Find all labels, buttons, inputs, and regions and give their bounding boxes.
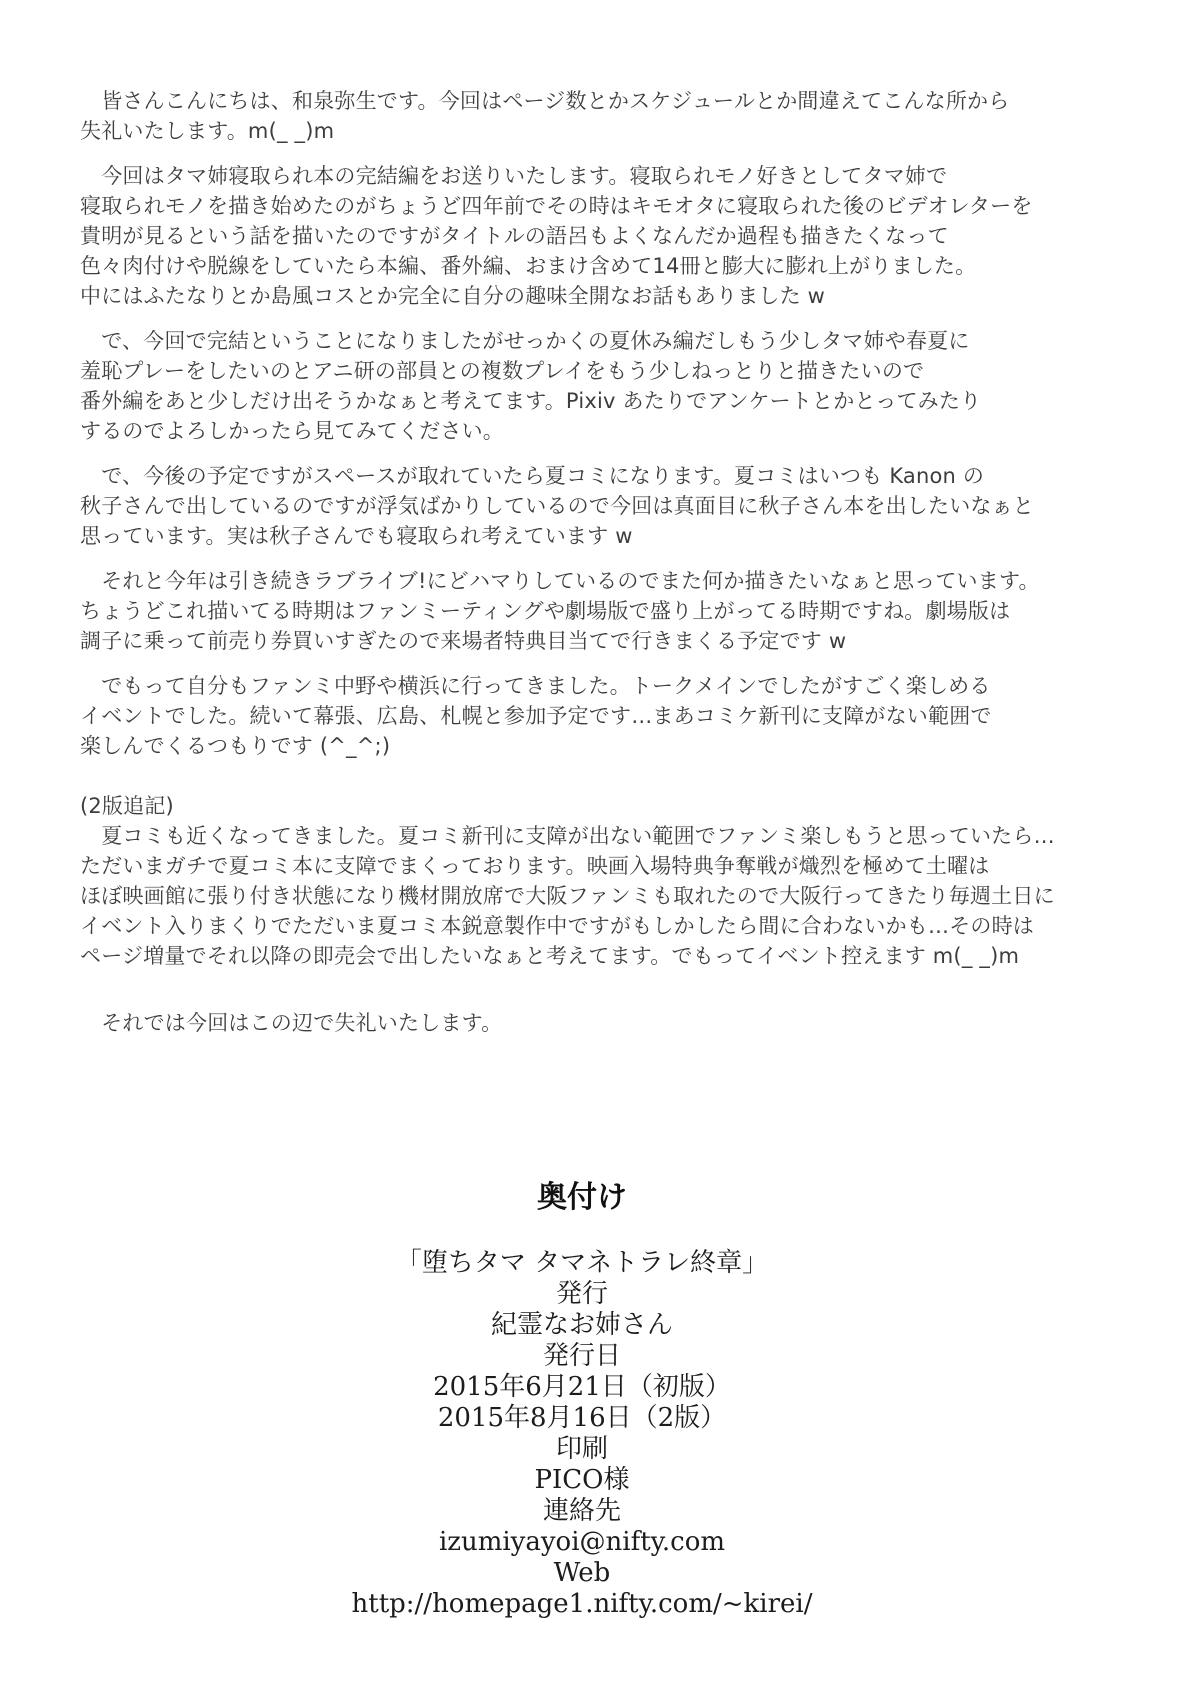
paragraph: [80, 671, 1130, 761]
colophon-line: 印刷: [555, 1434, 608, 1464]
text-line: それと今年は引き続きラブライブ!にどハマりしているのでまた何か描きたいなぁと思っています。: [80, 569, 1040, 593]
colophon-lines: [0, 1248, 1182, 1620]
text-line: 中にはふたなりとか島風コスとか完全に自分の趣味全開なお話もありました w: [80, 284, 826, 308]
text-line: 失礼いたします。m(_ _)m: [80, 119, 335, 143]
colophon-line: 紀霊なお姉さん: [490, 1310, 673, 1340]
text-line: 貴明が見るという話を描いたのですがタイトルの語呂もよくなんだか過程も描きたくなって: [80, 224, 949, 248]
colophon-line: 発行日: [542, 1341, 621, 1371]
afterword-text: [80, 86, 1130, 1053]
colophon-line: Web: [553, 1558, 611, 1588]
text-line: 思っています。実は秋子さんでも寝取られ考えています w: [80, 524, 633, 548]
text-line: (2版追記): [80, 794, 174, 818]
colophon-line: http://homepage1.nifty.com/~kirei/: [351, 1589, 813, 1619]
colophon-heading: 奥付け: [537, 1180, 627, 1215]
text-line: イベント入りまくりでただいま夏コミ本鋭意製作中ですがもしかしたら間に合わないかも…その時は: [80, 914, 1034, 938]
text-line: 皆さんこんにちは、和泉弥生です。今回はページ数とかスケジュールとか間違えてこんな所から: [80, 89, 1010, 113]
text-line: ただいまガチで夏コミ本に支障でまくっております。映画入場特典争奪戦が熾烈を極めて土曜は: [80, 854, 990, 878]
text-line: 寝取られモノを描き始めたのがちょうど四年前でその時はキモオタに寝取られた後のビデオレターを: [80, 194, 1033, 218]
paragraph: [80, 161, 1130, 311]
paragraph: [80, 326, 1130, 446]
paragraph: [80, 1008, 1130, 1038]
text-line: 秋子さんで出しているのですが浮気ばかりしているので今回は真面目に秋子さん本を出したいなぁと: [80, 494, 1034, 518]
colophon: [0, 1180, 1182, 1620]
text-line: 調子に乗って前売り券買いすぎたので来場者特典目当てで行きまくる予定です w: [80, 629, 847, 653]
colophon-line: 2015年6月21日（初版）: [433, 1372, 731, 1402]
colophon-line: 発行: [555, 1279, 608, 1309]
text-line: 色々肉付けや脱線をしていたら本編、番外編、おまけ含めて14冊と膨大に膨れ上がりました。: [80, 254, 977, 278]
text-line: ちょうどこれ描いてる時期はファンミーティングや劇場版で盛り上がってる時期ですね。劇場版は: [80, 599, 1011, 623]
text-line: するのでよろしかったら見てみてください。: [80, 419, 504, 443]
text-line: ページ増量でそれ以降の即売会で出したいなぁと考えてます。でもってイベント控えます m(_ _)m: [80, 944, 1020, 968]
text-line: で、今回で完結ということになりましたがせっかくの夏休み編だしもう少しタマ姉や春夏に: [80, 329, 970, 353]
colophon-line: 「堕ちタマ タマネトラレ終章」: [395, 1248, 769, 1278]
text-line: 夏コミも近くなってきました。夏コミ新刊に支障が出ない範囲でファンミ楽しもうと思っていたら…: [80, 824, 1055, 848]
text-line: でもって自分もファンミ中野や横浜に行ってきました。トークメインでしたがすごく楽しめる: [80, 674, 991, 698]
text-line: ほぼ映画館に張り付き状態になり機材開放席で大阪ファンミも取れたので大阪行ってきたり毎週土日に: [80, 884, 1055, 908]
text-line: イベントでした。続いて幕張、広島、札幌と参加予定です…まあコミケ新刊に支障がない範囲で: [80, 704, 992, 728]
text-line: 今回はタマ姉寝取られ本の完結編をお送りいたします。寝取られモノ好きとしてタマ姉で: [80, 164, 948, 188]
text-line: 番外編をあと少しだけ出そうかなぁと考えてます。Pixiv あたりでアンケートとかとってみたり: [80, 389, 982, 413]
paragraph: [80, 86, 1130, 146]
colophon-line: 連絡先: [542, 1496, 621, 1526]
text-line: 楽しんでくるつもりです (^_^;): [80, 734, 391, 758]
paragraph: [80, 461, 1130, 551]
text-line: で、今後の予定ですがスペースが取れていたら夏コミになります。夏コミはいつも Kanon の: [80, 464, 985, 488]
colophon-line: 2015年8月16日（2版）: [437, 1403, 727, 1433]
colophon-line: izumiyayoi@nifty.com: [438, 1527, 726, 1557]
colophon-line: PICO様: [534, 1465, 630, 1495]
text-line: それでは今回はこの辺で失礼いたします。: [80, 1011, 503, 1035]
paragraph: [80, 791, 1130, 971]
paragraph: [80, 566, 1130, 656]
text-line: 羞恥プレーをしたいのとアニ研の部員との複数プレイをもう少しねっとりと描きたいので: [80, 359, 925, 383]
